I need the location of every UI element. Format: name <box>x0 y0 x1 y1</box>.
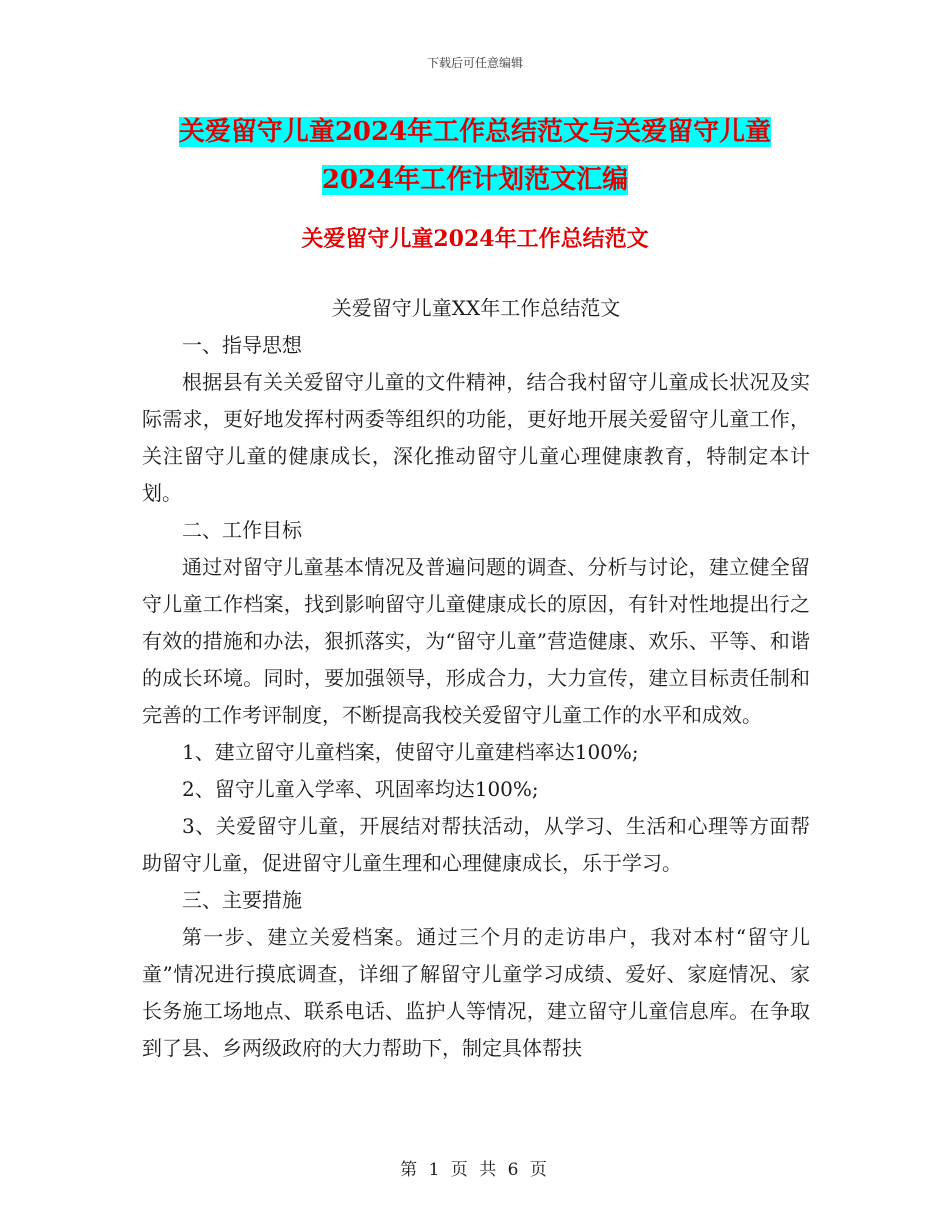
list-item: 2、留守儿童入学率、巩固率均达100%; <box>182 777 539 801</box>
section-title: 关爱留守儿童2024年工作总结范文 <box>301 226 649 252</box>
subtitle: 关爱留守儿童XX年工作总结范文 <box>331 296 621 320</box>
heading-guiding-ideology: 一、指导思想 <box>182 333 302 357</box>
list-item: 1、建立留守儿童档案，使留守儿童建档率达100%; <box>182 740 639 764</box>
document-title <box>140 108 810 204</box>
paragraph: 根据县有关关爱留守儿童的文件精神，结合我村留守儿童成长状况及实际需求，更好地发挥村两委等组织的功能，更好地开展关爱留守儿童工作，关注留守儿童的健康成长，深化推动留守儿童心理健康教育，特制定本计划。 <box>142 370 810 505</box>
header-note: 下载后可任意编辑 <box>426 56 523 70</box>
page-footer: 第 1 页 共 6 页 <box>400 1160 550 1180</box>
document-title-line-2: 2024年工作计划范文汇编 <box>321 165 629 195</box>
document-title-line-1: 关爱留守儿童2024年工作总结范文与关爱留守儿童 <box>178 117 772 147</box>
heading-main-measures: 三、主要措施 <box>182 888 302 912</box>
document-body <box>142 290 810 1067</box>
list-item: 3、关爱留守儿童，开展结对帮扶活动，从学习、生活和心理等方面帮助留守儿童，促进留守儿童生理和心理健康成长，乐于学习。 <box>142 814 810 875</box>
paragraph: 第一步、建立关爱档案。通过三个月的走访串户，我对本村“留守儿童”情况进行摸底调查，详细了解留守儿童学习成绩、爱好、家庭情况、家长务施工场地点、联系电话、监护人等情况，建立留守儿童信息库。在争取到了县、乡两级政府的大力帮助下，制定具体帮扶 <box>142 925 810 1060</box>
paragraph: 通过对留守儿童基本情况及普遍问题的调查、分析与讨论，建立健全留守儿童工作档案，找到影响留守儿童健康成长的原因，有针对性地提出行之有效的措施和办法，狠抓落实，为“留守儿童”营造健康、欢乐、平等、和谐的成长环境。同时，要加强领导，形成合力，大力宣传，建立目标责任制和完善的工作考评制度，不断提高我校关爱留守儿童工作的水平和成效。 <box>142 555 810 727</box>
heading-work-goals: 二、工作目标 <box>182 518 302 542</box>
